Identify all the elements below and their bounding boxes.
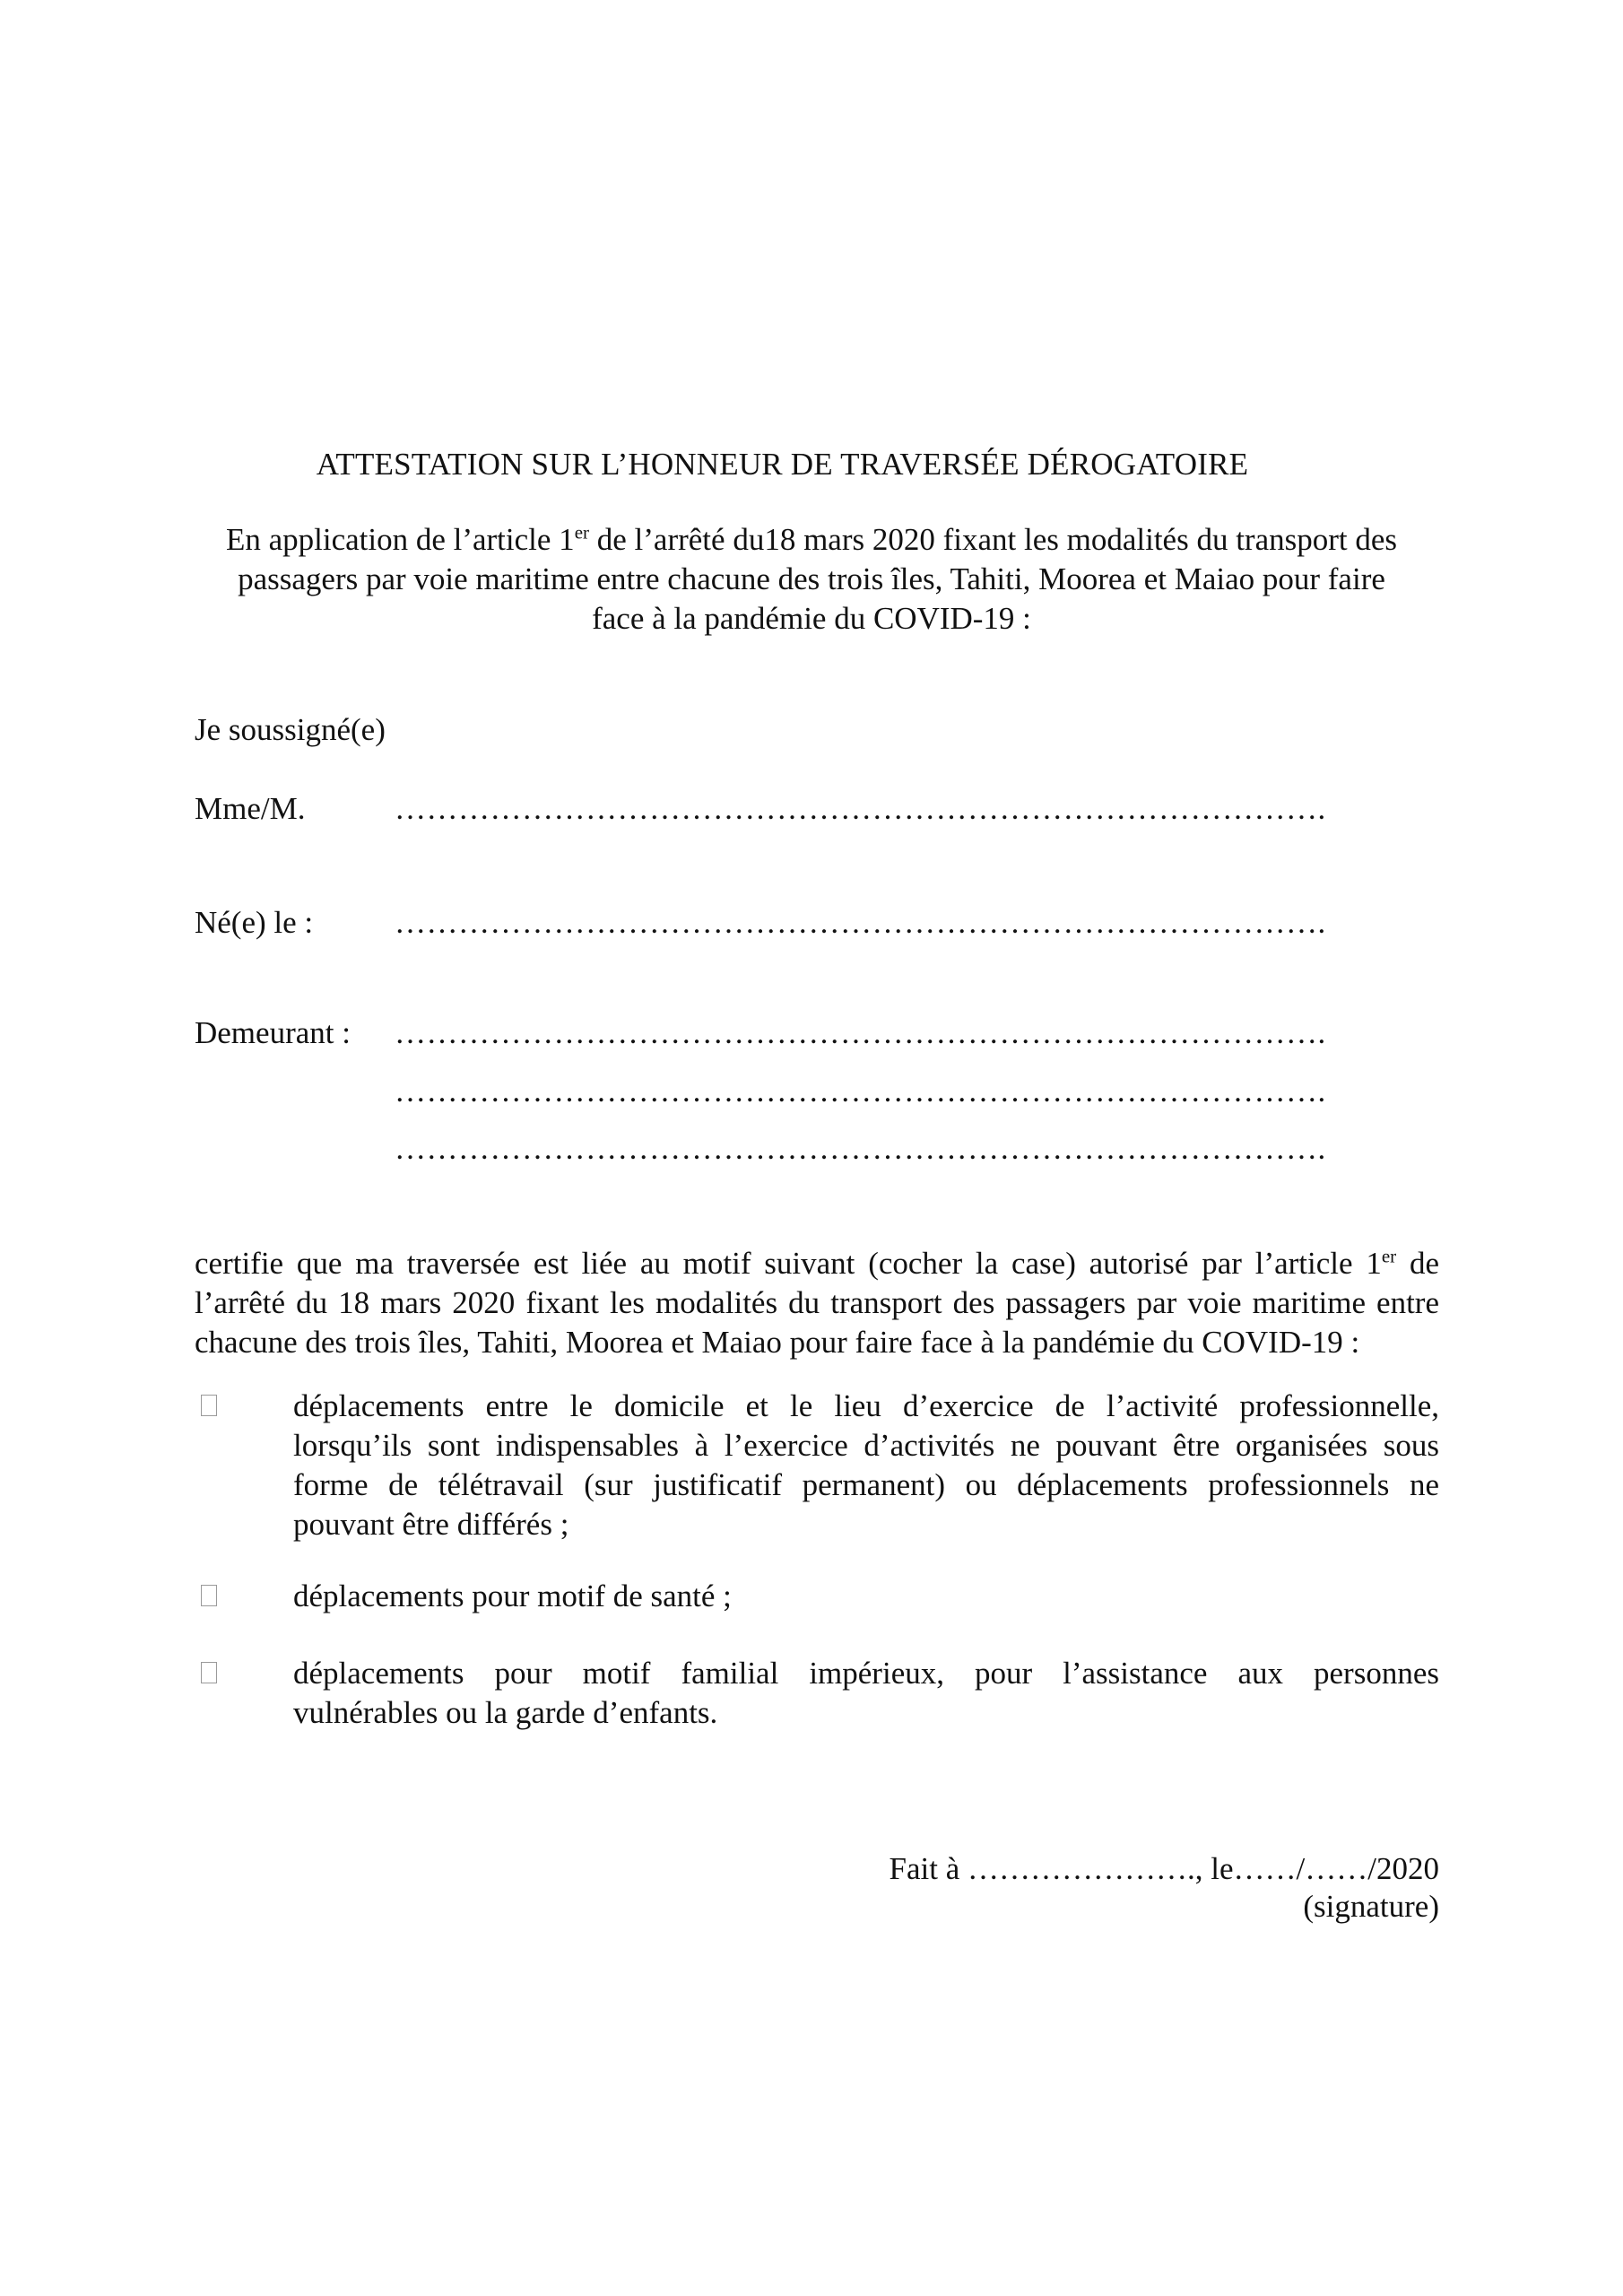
intro-line-3: face à la pandémie du COVID-19 :: [592, 601, 1031, 636]
address-field-line-1[interactable]: …………………………………………………………………………….: [395, 1015, 1326, 1050]
intro-paragraph: [188, 520, 1435, 639]
checkbox-professional[interactable]: [201, 1395, 217, 1416]
name-field[interactable]: …………………………………………………………………………….: [395, 791, 1326, 826]
certify-line-3: chacune des trois îles, Tahiti, Moorea et Maiao pour faire face à la pandémie du COVID-19 :: [195, 1325, 1360, 1360]
place-date-line[interactable]: Fait à …………………., le……/……/2020: [889, 1851, 1439, 1886]
option-line: forme de télétravail (sur justificatif permanent) ou déplacements professionnels ne: [293, 1467, 1439, 1502]
address-label: Demeurant :: [195, 1015, 351, 1050]
document-title: ATTESTATION SUR L’HONNEUR DE TRAVERSÉE DÉROGATOIRE: [316, 447, 1249, 482]
undersigned-label: Je soussigné(e): [195, 712, 386, 747]
checkbox-health[interactable]: [201, 1585, 217, 1606]
option-family: [293, 1654, 1439, 1733]
birth-date-label: Né(e) le :: [195, 905, 314, 940]
certify-line-1: certifie que ma traversée est liée au motif suivant (cocher la case) autorisé par l’article 1er de: [195, 1245, 1439, 1281]
option-line: déplacements pour motif familial impérieux, pour l’assistance aux personnes: [293, 1656, 1439, 1691]
option-line: déplacements entre le domicile et le lieu d’exercice de l’activité professionnelle,: [293, 1388, 1439, 1423]
certify-paragraph: [195, 1244, 1439, 1362]
certify-line-2: l’arrêté du 18 mars 2020 fixant les modalités du transport des passagers par voie maritime entre: [195, 1285, 1439, 1320]
name-label: Mme/M.: [195, 791, 306, 826]
option-professional: [293, 1387, 1439, 1544]
intro-line-1: En application de l’article 1er de l’arrêté du18 mars 2020 fixant les modalités du transport des: [225, 521, 1398, 557]
checkbox-family[interactable]: [201, 1662, 217, 1683]
option-line: déplacements pour motif de santé ;: [293, 1578, 732, 1613]
option-line: lorsqu’ils sont indispensables à l’exercice d’activités ne pouvant être organisées sous: [293, 1428, 1439, 1463]
option-line: vulnérables ou la garde d’enfants.: [293, 1695, 718, 1730]
signature-label: (signature): [1303, 1889, 1439, 1924]
birth-date-field[interactable]: …………………………………………………………………………….: [395, 905, 1326, 940]
address-field-line-3[interactable]: …………………………………………………………………………….: [395, 1131, 1326, 1166]
option-line: pouvant être différés ;: [293, 1507, 569, 1542]
intro-line-2: passagers par voie maritime entre chacune des trois îles, Tahiti, Moorea et Maiao pour faire: [238, 561, 1385, 596]
address-field-line-2[interactable]: …………………………………………………………………………….: [395, 1074, 1326, 1109]
option-health: [293, 1577, 1439, 1616]
